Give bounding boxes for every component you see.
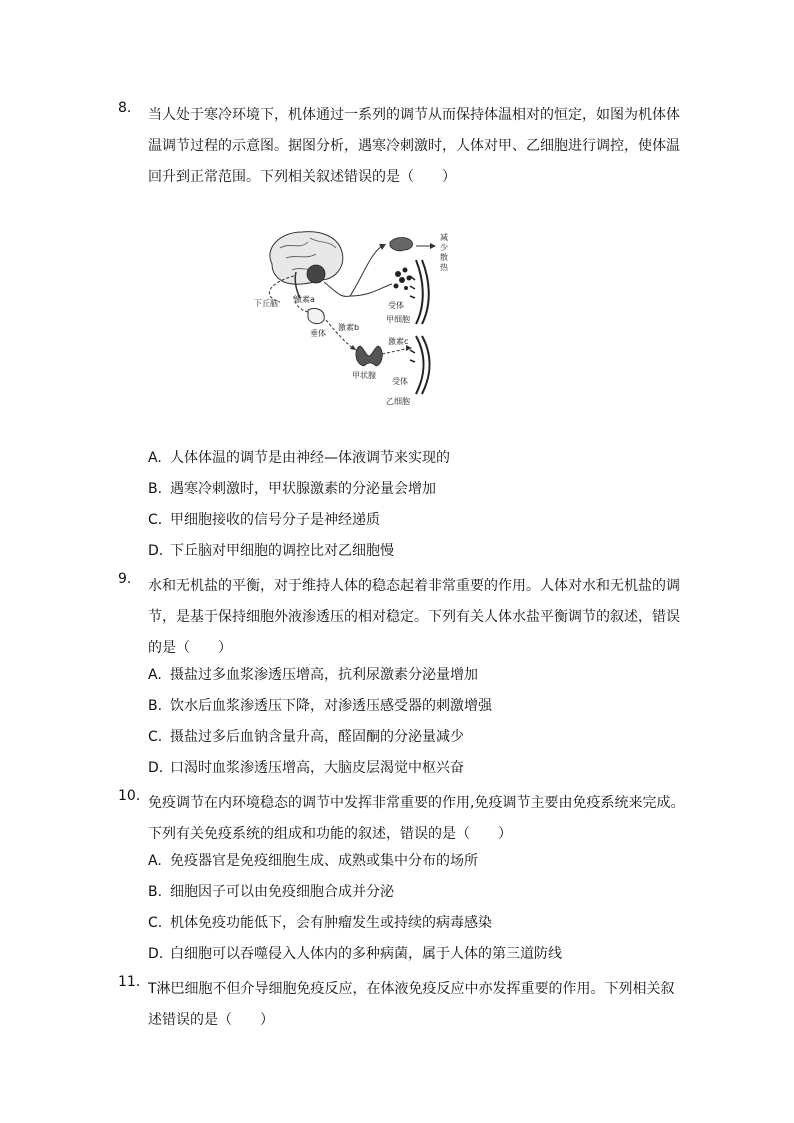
reduce-label: 散 bbox=[440, 253, 448, 262]
option-a[interactable] bbox=[148, 447, 450, 467]
hypothalamus-label: 下丘脑 bbox=[254, 299, 278, 308]
question-number: 11. bbox=[118, 974, 141, 990]
thyroid-shape bbox=[356, 346, 382, 366]
option-text: 白细胞可以吞噬侵入人体内的多种病菌，属于人体的第三道防线 bbox=[170, 946, 562, 962]
option-text: 饮水后血浆渗透压下降，对渗透压感受器的刺激增强 bbox=[170, 698, 492, 714]
option-a[interactable] bbox=[148, 664, 478, 684]
question-8 bbox=[118, 100, 688, 193]
option-d[interactable] bbox=[148, 540, 394, 560]
option-b[interactable] bbox=[148, 881, 394, 901]
option-label: D. bbox=[148, 946, 164, 962]
option-label: B. bbox=[148, 698, 163, 714]
reduce-label: 减 bbox=[440, 233, 448, 242]
cell-yi-membrane bbox=[416, 336, 424, 394]
question-stem-line: 述错误的是（ ） bbox=[148, 1012, 274, 1028]
option-text: 摄盐过多血浆渗透压增高，抗利尿激素分泌量增加 bbox=[170, 667, 478, 683]
hormone-b-label: 激素b bbox=[338, 323, 360, 332]
option-text: 细胞因子可以由免疫细胞合成并分泌 bbox=[170, 884, 394, 900]
question-number: 10. bbox=[118, 788, 141, 804]
option-b[interactable] bbox=[148, 695, 492, 715]
question-stem-line: 水和无机盐的平衡，对于维持人体的稳态起着非常重要的作用。人体对水和无机盐的调 bbox=[148, 578, 680, 594]
option-label: B. bbox=[148, 884, 163, 900]
option-text: 人体体温的调节是由神经—体液调节来实现的 bbox=[170, 450, 450, 466]
option-text: 遇寒冷刺激时，甲状腺激素的分泌量会增加 bbox=[170, 481, 436, 497]
reduce-label: 热 bbox=[440, 263, 448, 272]
option-text: 下丘脑对甲细胞的调控比对乙细胞慢 bbox=[170, 543, 394, 559]
question-9 bbox=[118, 571, 688, 664]
synapse-vesicles bbox=[394, 268, 412, 291]
hormone-a-label: 激素a bbox=[294, 295, 315, 304]
question-number: 8. bbox=[118, 100, 132, 116]
option-label: A. bbox=[148, 853, 162, 869]
question-stem-line: 节，是基于保持细胞外液渗透压的相对稳定。下列有关人体水盐平衡调节的叙述，错误 bbox=[148, 609, 680, 625]
option-text: 甲细胞接收的信号分子是神经递质 bbox=[170, 512, 380, 528]
option-label: A. bbox=[148, 667, 162, 683]
reduce-label: 少 bbox=[440, 243, 448, 252]
option-label: C. bbox=[148, 512, 163, 528]
question-stem-line: 免疫调节在内环境稳态的调节中发挥非常重要的作用,免疫调节主要由免疫系统来完成。 bbox=[148, 795, 685, 811]
question-stem-line: 的是（ ） bbox=[148, 640, 232, 656]
option-b[interactable] bbox=[148, 478, 436, 498]
option-label: D. bbox=[148, 543, 164, 559]
question-stem bbox=[148, 974, 688, 1036]
question-number: 9. bbox=[118, 571, 132, 587]
question-stem-line: 当人处于寒冷环境下，机体通过一系列的调节从而保持体温相对的恒定，如图为机体体 bbox=[148, 107, 680, 123]
question-11 bbox=[118, 974, 688, 1036]
receptor-label: 受体 bbox=[392, 377, 408, 386]
question-stem bbox=[148, 100, 688, 193]
thyroid-label: 甲状腺 bbox=[352, 371, 376, 380]
option-c[interactable] bbox=[148, 509, 380, 529]
question-stem bbox=[148, 571, 688, 664]
hormone-c-label: 激素c bbox=[388, 337, 409, 346]
option-d[interactable] bbox=[148, 757, 464, 777]
question-stem bbox=[148, 788, 688, 850]
cell-yi-label: 乙细胞 bbox=[386, 397, 410, 406]
thermoregulation-diagram bbox=[250, 224, 480, 420]
option-label: A. bbox=[148, 450, 162, 466]
option-c[interactable] bbox=[148, 912, 492, 932]
blood-vessel-shape bbox=[390, 238, 413, 251]
pituitary-label: 垂体 bbox=[310, 329, 326, 338]
question-10 bbox=[118, 788, 688, 850]
option-d[interactable] bbox=[148, 943, 562, 963]
cell-jia-label: 甲细胞 bbox=[386, 315, 410, 324]
question-stem-line: 回升到正常范围。下列相关叙述错误的是（ ） bbox=[148, 169, 456, 185]
option-text: 摄盐过多后血钠含量升高，醛固酮的分泌量减少 bbox=[170, 729, 464, 745]
pituitary-shape bbox=[308, 308, 324, 323]
option-label: C. bbox=[148, 729, 163, 745]
option-label: D. bbox=[148, 760, 164, 776]
question-stem-line: T淋巴细胞不但介导细胞免疫反应，在体液免疫反应中亦发挥重要的作用。下列相关叙 bbox=[148, 981, 675, 997]
question-stem-line: 下列有关免疫系统的组成和功能的叙述，错误的是（ ） bbox=[148, 826, 512, 842]
option-label: B. bbox=[148, 481, 163, 497]
option-text: 口渴时血浆渗透压增高，大脑皮层渴觉中枢兴奋 bbox=[170, 760, 464, 776]
option-a[interactable] bbox=[148, 850, 478, 870]
cell-jia-membrane bbox=[416, 260, 423, 324]
option-text: 免疫器官是免疫细胞生成、成熟或集中分布的场所 bbox=[170, 853, 478, 869]
option-c[interactable] bbox=[148, 726, 464, 746]
receptor-label: 受体 bbox=[388, 301, 404, 310]
option-text: 机体免疫功能低下，会有肿瘤发生或持续的病毒感染 bbox=[170, 915, 492, 931]
option-label: C. bbox=[148, 915, 163, 931]
question-stem-line: 温调节过程的示意图。据图分析，遇寒冷刺激时，人体对甲、乙细胞进行调控，使体温 bbox=[148, 138, 680, 154]
